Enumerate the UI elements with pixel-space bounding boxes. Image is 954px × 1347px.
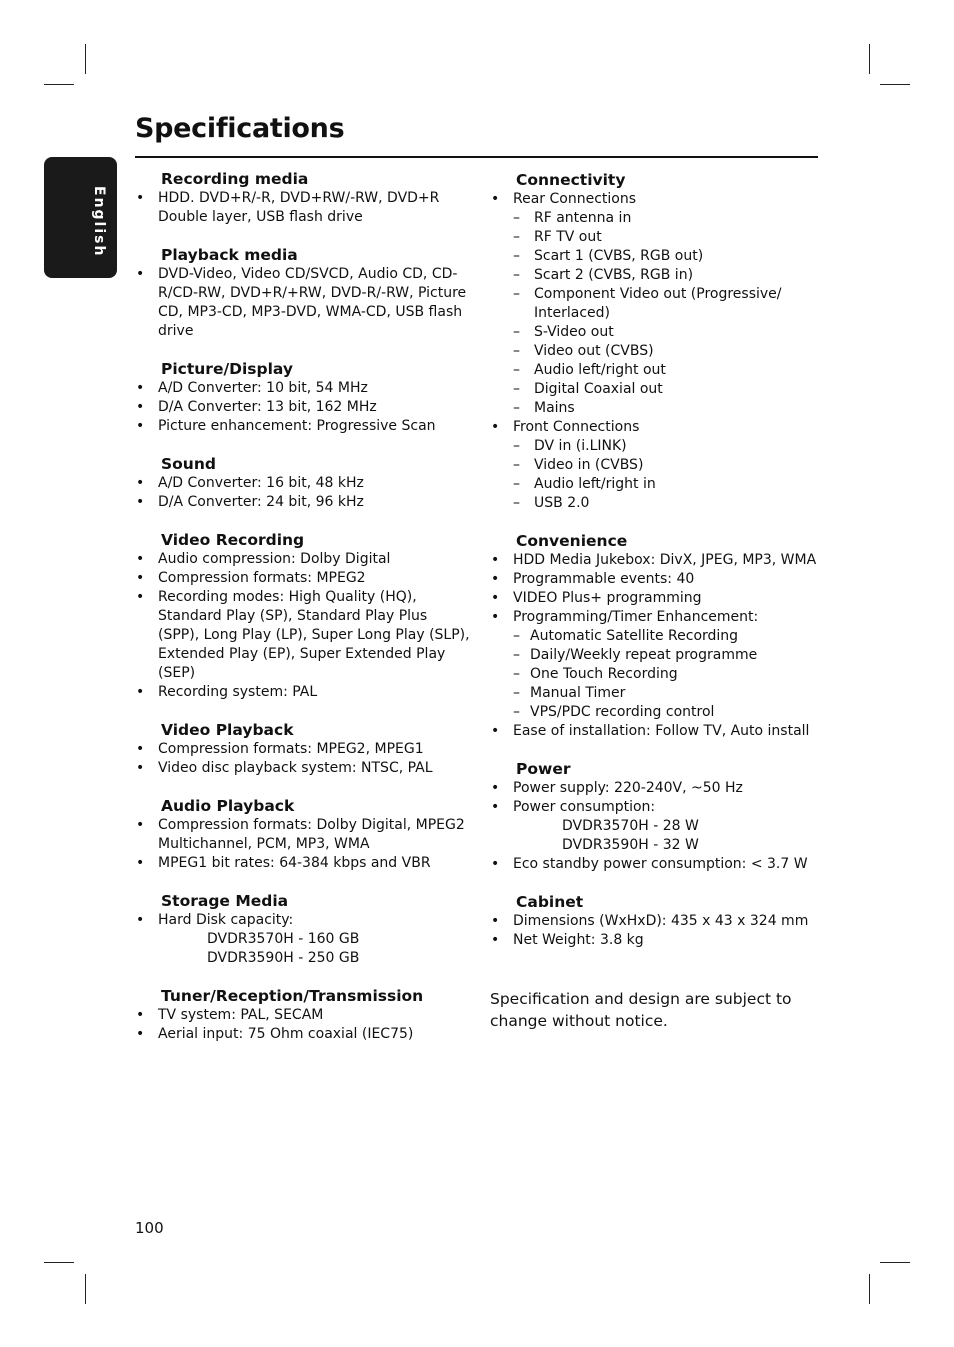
- spec-section: [490, 759, 820, 874]
- crop-mark: [880, 84, 910, 85]
- spec-subitem: – Automatic Satellite Recording: [490, 627, 820, 646]
- section-heading: Audio Playback: [161, 797, 295, 815]
- crop-mark: [869, 1274, 870, 1304]
- spec-item: • Audio compression: Dolby Digital: [135, 550, 470, 569]
- spec-item: • Video disc playback system: NTSC, PAL: [135, 759, 470, 778]
- spec-item: • Compression formats: MPEG2, MPEG1: [135, 740, 470, 759]
- spec-subitem: – Video out (CVBS): [490, 342, 820, 361]
- spec-subitem: – Manual Timer: [490, 684, 820, 703]
- spec-item: • Hard Disk capacity:: [135, 911, 470, 930]
- left-column: [135, 169, 470, 1062]
- language-tab-label: English: [91, 186, 107, 258]
- spec-detail: DVDR3570H - 28 W: [562, 818, 699, 834]
- crop-mark: [880, 1262, 910, 1263]
- spec-item: • Rear Connections: [490, 190, 820, 209]
- spec-list: [135, 740, 470, 778]
- spec-subitem: – Mains: [490, 399, 820, 418]
- section-heading: Video Recording: [161, 531, 305, 549]
- crop-mark: [869, 44, 870, 74]
- crop-mark: [44, 1262, 74, 1263]
- crop-mark: [44, 84, 74, 85]
- spec-list: [135, 911, 470, 968]
- spec-item: • Picture enhancement: Progressive Scan: [135, 417, 470, 436]
- section-heading: Tuner/Reception/Transmission: [161, 987, 424, 1005]
- spec-detail: DVDR3590H - 250 GB: [207, 950, 360, 966]
- spec-subitem: – S-Video out: [490, 323, 820, 342]
- spec-section: [135, 454, 470, 512]
- spec-section: [135, 359, 470, 436]
- right-column: [490, 170, 820, 968]
- section-heading: Convenience: [516, 532, 628, 550]
- spec-item: • A/D Converter: 10 bit, 54 MHz: [135, 379, 470, 398]
- spec-subitem: – Audio left/right in: [490, 475, 820, 494]
- spec-item: • Dimensions (WxHxD): 435 x 43 x 324 mm: [490, 912, 820, 931]
- spec-item: • Front Connections: [490, 418, 820, 437]
- spec-subitem: – Video in (CVBS): [490, 456, 820, 475]
- spec-detail: DVDR3570H - 160 GB: [207, 931, 360, 947]
- title-divider: [135, 156, 818, 158]
- spec-subitem: – RF antenna in: [490, 209, 820, 228]
- spec-item: • TV system: PAL, SECAM: [135, 1006, 470, 1025]
- spec-item: • Ease of installation: Follow TV, Auto install: [490, 722, 820, 741]
- spec-item: • A/D Converter: 16 bit, 48 kHz: [135, 474, 470, 493]
- spec-section: [135, 986, 470, 1044]
- section-heading: Sound: [161, 455, 216, 473]
- spec-section: [135, 891, 470, 968]
- spec-item: • Recording modes: High Quality (HQ), Standard Play (SP), Standard Play Plus (SPP), Long Play (LP), Super Long Play (SLP), Extended Play (EP), Super Extended Play (SEP): [135, 588, 470, 683]
- section-heading: Recording media: [161, 170, 309, 188]
- spec-section: [135, 796, 470, 873]
- spec-list: [135, 189, 470, 227]
- spec-list: [490, 190, 820, 513]
- section-heading: Video Playback: [161, 721, 294, 739]
- spec-item: • D/A Converter: 13 bit, 162 MHz: [135, 398, 470, 417]
- spec-subitem: – DV in (i.LINK): [490, 437, 820, 456]
- section-heading: Storage Media: [161, 892, 289, 910]
- spec-list: [490, 912, 820, 950]
- spec-section: [490, 892, 820, 950]
- spec-subitem: – RF TV out: [490, 228, 820, 247]
- disclaimer-notice: Specification and design are subject to change without notice.: [490, 990, 792, 1030]
- spec-item: • Compression formats: MPEG2: [135, 569, 470, 588]
- spec-section: [135, 720, 470, 778]
- spec-item: • Recording system: PAL: [135, 683, 470, 702]
- spec-item: • Programmable events: 40: [490, 570, 820, 589]
- spec-subitem: – Daily/Weekly repeat programme: [490, 646, 820, 665]
- spec-subitem: – One Touch Recording: [490, 665, 820, 684]
- page-title: Specifications: [135, 113, 345, 144]
- spec-subitem: – USB 2.0: [490, 494, 820, 513]
- spec-item: • Power supply: 220-240V, ~50 Hz: [490, 779, 820, 798]
- spec-list: [135, 550, 470, 702]
- spec-item: • D/A Converter: 24 bit, 96 kHz: [135, 493, 470, 512]
- crop-mark: [85, 44, 86, 74]
- spec-item: • HDD Media Jukebox: DivX, JPEG, MP3, WMA: [490, 551, 820, 570]
- section-heading: Power: [516, 760, 571, 778]
- spec-detail: DVDR3590H - 32 W: [562, 837, 699, 853]
- spec-list: [135, 816, 470, 873]
- spec-item: • HDD. DVD+R/-R, DVD+RW/-RW, DVD+R Double layer, USB flash drive: [135, 189, 470, 227]
- spec-section: [490, 170, 820, 513]
- spec-subitem: – Audio left/right out: [490, 361, 820, 380]
- spec-item: • MPEG1 bit rates: 64-384 kbps and VBR: [135, 854, 470, 873]
- spec-list: [490, 779, 820, 874]
- section-heading: Playback media: [161, 246, 298, 264]
- spec-item: • Power consumption:: [490, 798, 820, 817]
- spec-section: [135, 245, 470, 341]
- spec-list: [135, 379, 470, 436]
- spec-subitem: – Component Video out (Progressive/ Interlaced): [490, 285, 820, 323]
- spec-subitem: – Digital Coaxial out: [490, 380, 820, 399]
- spec-list: [135, 1006, 470, 1044]
- spec-item: • Compression formats: Dolby Digital, MPEG2 Multichannel, PCM, MP3, WMA: [135, 816, 470, 854]
- spec-subitem: – Scart 1 (CVBS, RGB out): [490, 247, 820, 266]
- spec-list: [135, 474, 470, 512]
- spec-subitem: – VPS/PDC recording control: [490, 703, 820, 722]
- spec-subitem: – Scart 2 (CVBS, RGB in): [490, 266, 820, 285]
- page-number: 100: [135, 1219, 164, 1237]
- spec-item: • DVD-Video, Video CD/SVCD, Audio CD, CD-R/CD-RW, DVD+R/+RW, DVD-R/-RW, Picture CD, MP3-CD, MP3-DVD, WMA-CD, USB flash drive: [135, 265, 470, 341]
- spec-section: [135, 530, 470, 702]
- section-heading: Picture/Display: [161, 360, 294, 378]
- spec-section: [490, 531, 820, 741]
- spec-item: • Aerial input: 75 Ohm coaxial (IEC75): [135, 1025, 470, 1044]
- spec-item: • Net Weight: 3.8 kg: [490, 931, 820, 950]
- spec-item: • Programming/Timer Enhancement:: [490, 608, 820, 627]
- spec-item: • VIDEO Plus+ programming: [490, 589, 820, 608]
- spec-item: • Eco standby power consumption: < 3.7 W: [490, 855, 820, 874]
- spec-list: [490, 551, 820, 741]
- crop-mark: [85, 1274, 86, 1304]
- spec-section: [135, 169, 470, 227]
- section-heading: Cabinet: [516, 893, 584, 911]
- section-heading: Connectivity: [516, 171, 626, 189]
- spec-list: [135, 265, 470, 341]
